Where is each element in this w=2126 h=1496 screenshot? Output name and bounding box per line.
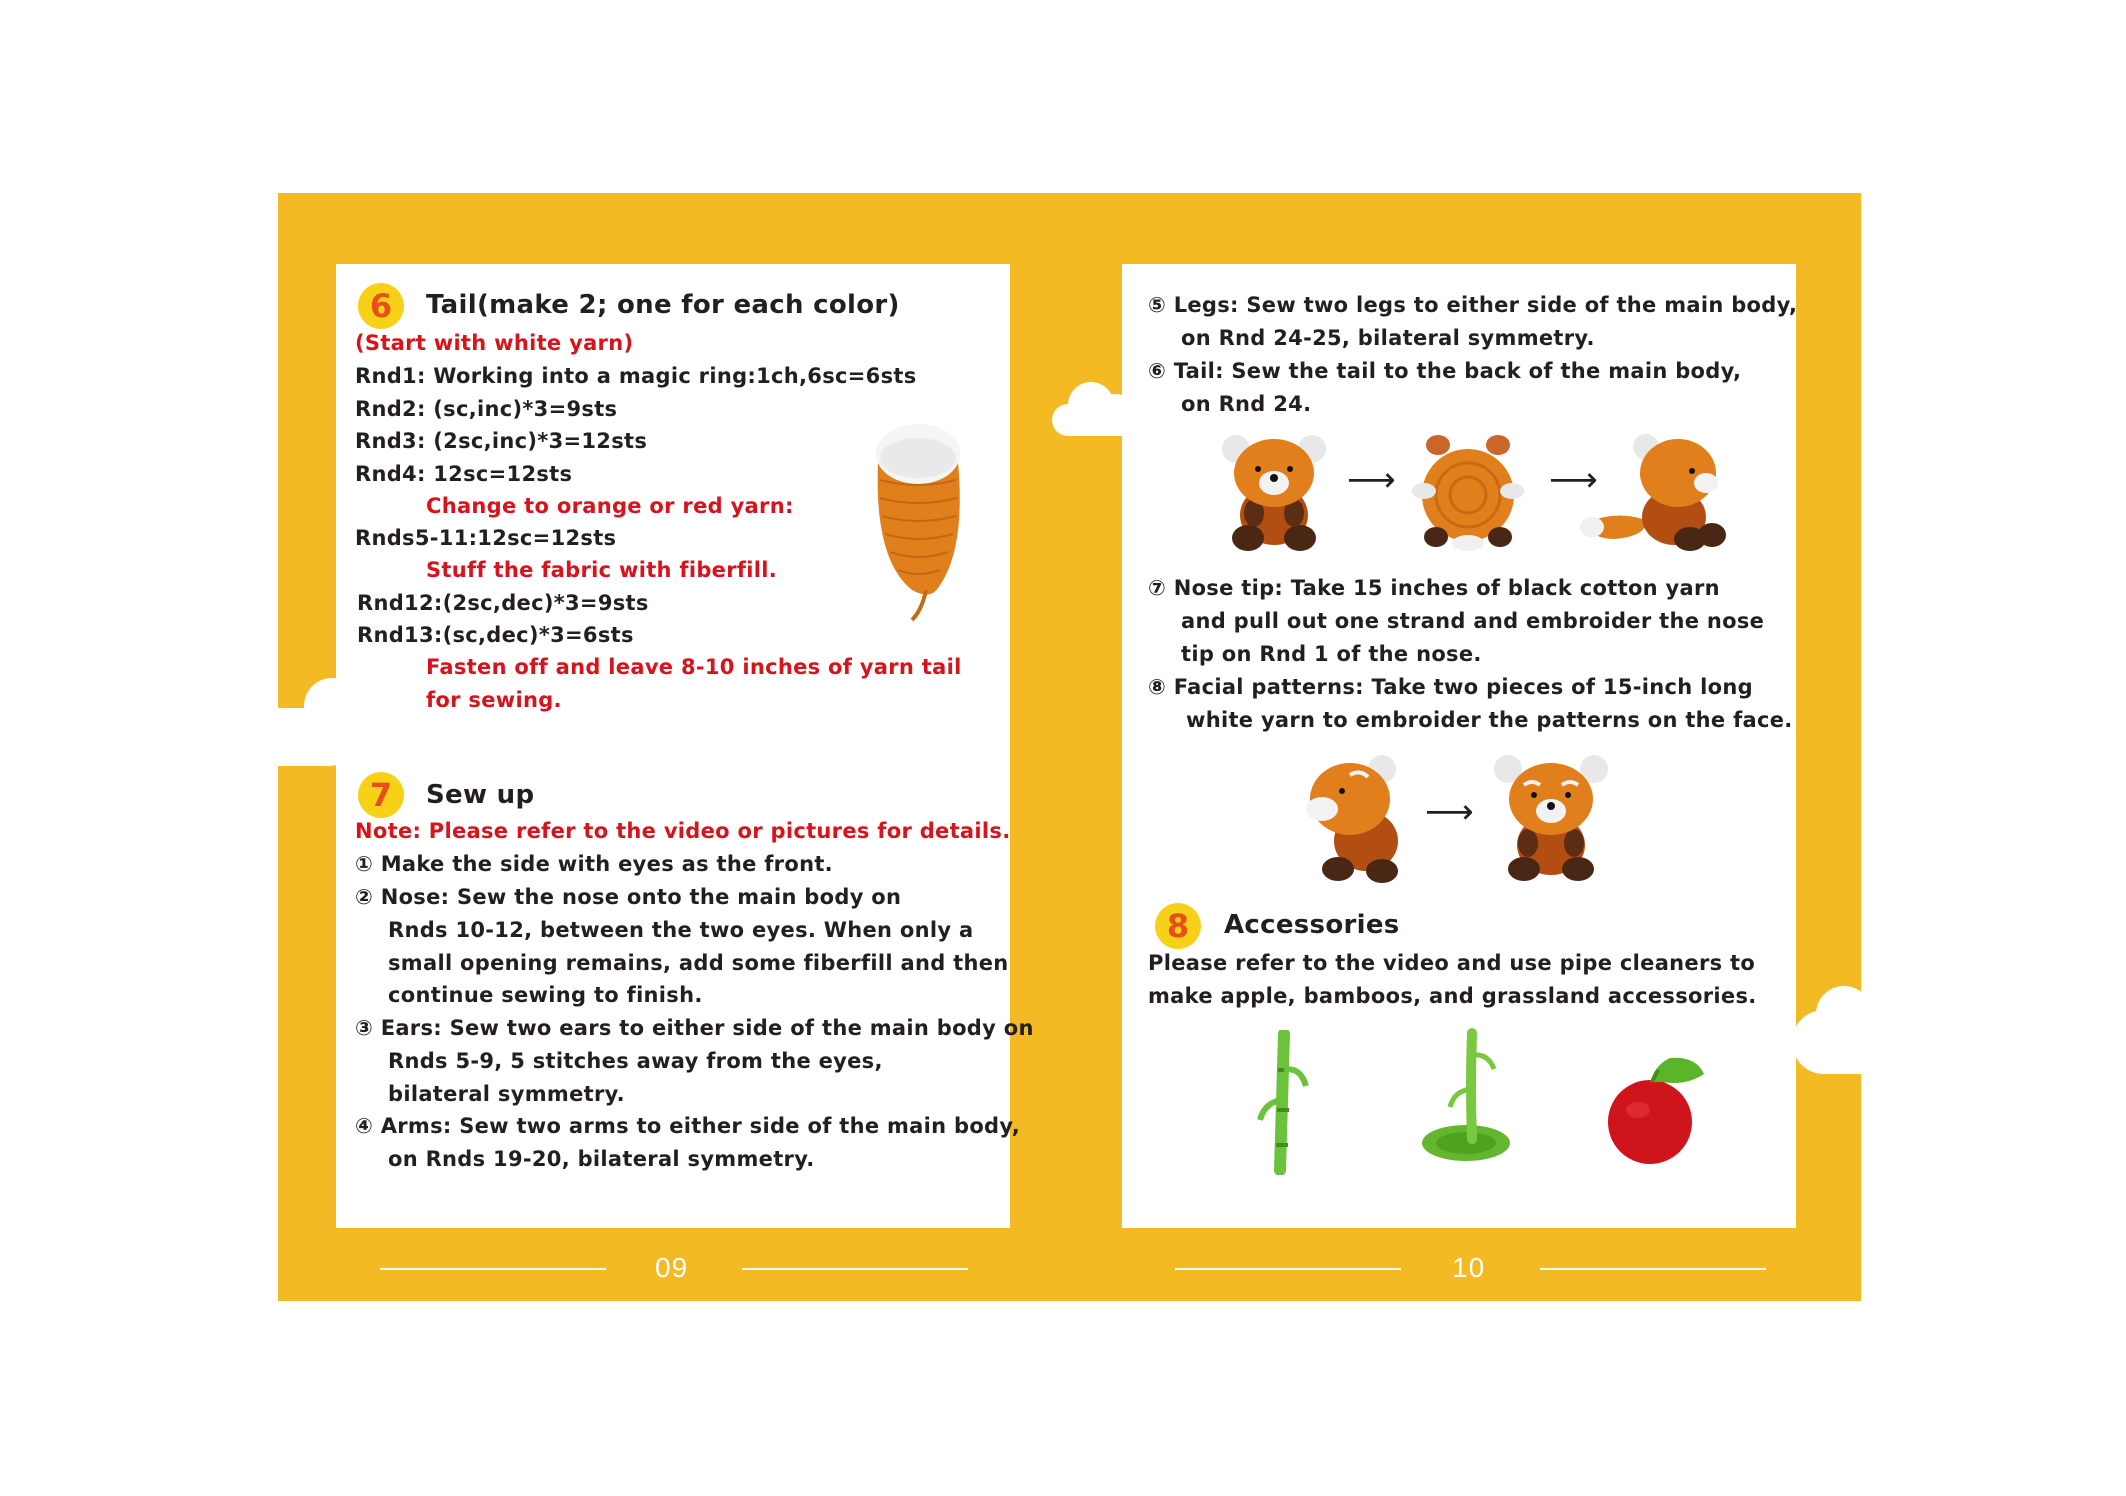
sewup-step: ④ Arms: Sew two arms to either side of the main body, [355, 1114, 1021, 1138]
sewup-step: Rnds 5-9, 5 stitches away from the eyes, [388, 1049, 883, 1073]
pattern-note: Stuff the fabric with fiberfill. [426, 558, 778, 582]
footer-divider [380, 1268, 606, 1270]
tail-photo [860, 410, 980, 625]
red-panda-side-photo [1578, 425, 1728, 555]
sewup-step: on Rnds 19-20, bilateral symmetry. [388, 1147, 815, 1171]
pattern-round: Rnd12:(2sc,dec)*3=9sts [357, 591, 649, 615]
red-panda-front-photo [1218, 425, 1330, 555]
sewup-step: ⑦ Nose tip: Take 15 inches of black cotton yarn [1148, 576, 1720, 600]
pattern-note: Change to orange or red yarn: [426, 494, 794, 518]
cloud-decoration [1792, 1010, 1861, 1074]
sewup-step: ⑤ Legs: Sew two legs to either side of the main body, [1148, 293, 1798, 317]
pattern-round: Rnd13:(sc,dec)*3=6sts [357, 623, 634, 647]
accessories-text: Please refer to the video and use pipe cleaners to [1148, 951, 1756, 975]
sewup-step: ② Nose: Sew the nose onto the main body on [355, 885, 902, 909]
footer-divider [1540, 1268, 1766, 1270]
sewup-note: Note: Please refer to the video or pictures for details. [355, 819, 1011, 843]
pattern-round: Rnd2: (sc,inc)*3=9sts [355, 397, 618, 421]
arrow-icon: ⟶ [1549, 460, 1598, 500]
sewup-step: ⑥ Tail: Sew the tail to the back of the main body, [1148, 359, 1742, 383]
bamboo-stalk-photo [1250, 1030, 1320, 1175]
sewup-step: small opening remains, add some fiberfill and then [388, 951, 1009, 975]
sewup-step: white yarn to embroider the patterns on the face. [1186, 708, 1793, 732]
pattern-note: Fasten off and leave 8-10 inches of yarn tail [426, 655, 962, 679]
arrow-icon: ⟶ [1347, 460, 1396, 500]
pattern-note: for sewing. [426, 688, 562, 712]
footer-divider [742, 1268, 968, 1270]
arrow-icon: ⟶ [1425, 792, 1474, 832]
page-number: 10 [1452, 1252, 1486, 1283]
footer-divider [1175, 1268, 1401, 1270]
sewup-step: ① Make the side with eyes as the front. [355, 852, 833, 876]
red-panda-profile-photo [1292, 745, 1412, 885]
pattern-round: Rnds5-11:12sc=12sts [355, 526, 617, 550]
red-panda-back-photo [1408, 425, 1528, 555]
page-number: 09 [655, 1252, 689, 1283]
accessories-heading: Accessories [1224, 910, 1400, 940]
sewup-step: tip on Rnd 1 of the nose. [1181, 642, 1482, 666]
red-panda-finished-photo [1488, 745, 1614, 885]
step-8-badge: 8 [1155, 903, 1201, 949]
sewup-step: Rnds 10-12, between the two eyes. When only a [388, 918, 974, 942]
sewup-step: bilateral symmetry. [388, 1082, 625, 1106]
step-6-badge: 6 [358, 283, 404, 329]
sewup-heading: Sew up [426, 780, 535, 810]
sewup-step: ⑧ Facial patterns: Take two pieces of 15-inch long [1148, 675, 1753, 699]
pattern-round: Rnd4: 12sc=12sts [355, 462, 573, 486]
sewup-step: continue sewing to finish. [388, 983, 703, 1007]
sewup-step: on Rnd 24-25, bilateral symmetry. [1181, 326, 1595, 350]
apple-photo [1600, 1050, 1710, 1170]
pattern-round: Rnd3: (2sc,inc)*3=12sts [355, 429, 648, 453]
sewup-step: on Rnd 24. [1181, 392, 1312, 416]
bamboo-grassland-photo [1410, 1025, 1520, 1175]
pattern-note: (Start with white yarn) [355, 331, 634, 355]
sewup-step: and pull out one strand and embroider the nose [1181, 609, 1765, 633]
pattern-round: Rnd1: Working into a magic ring:1ch,6sc=6sts [355, 364, 917, 388]
tail-heading: Tail(make 2; one for each color) [426, 290, 900, 320]
sewup-step: ③ Ears: Sew two ears to either side of the main body on [355, 1016, 1034, 1040]
accessories-text: make apple, bamboos, and grassland accessories. [1148, 984, 1757, 1008]
step-7-badge: 7 [358, 772, 404, 818]
